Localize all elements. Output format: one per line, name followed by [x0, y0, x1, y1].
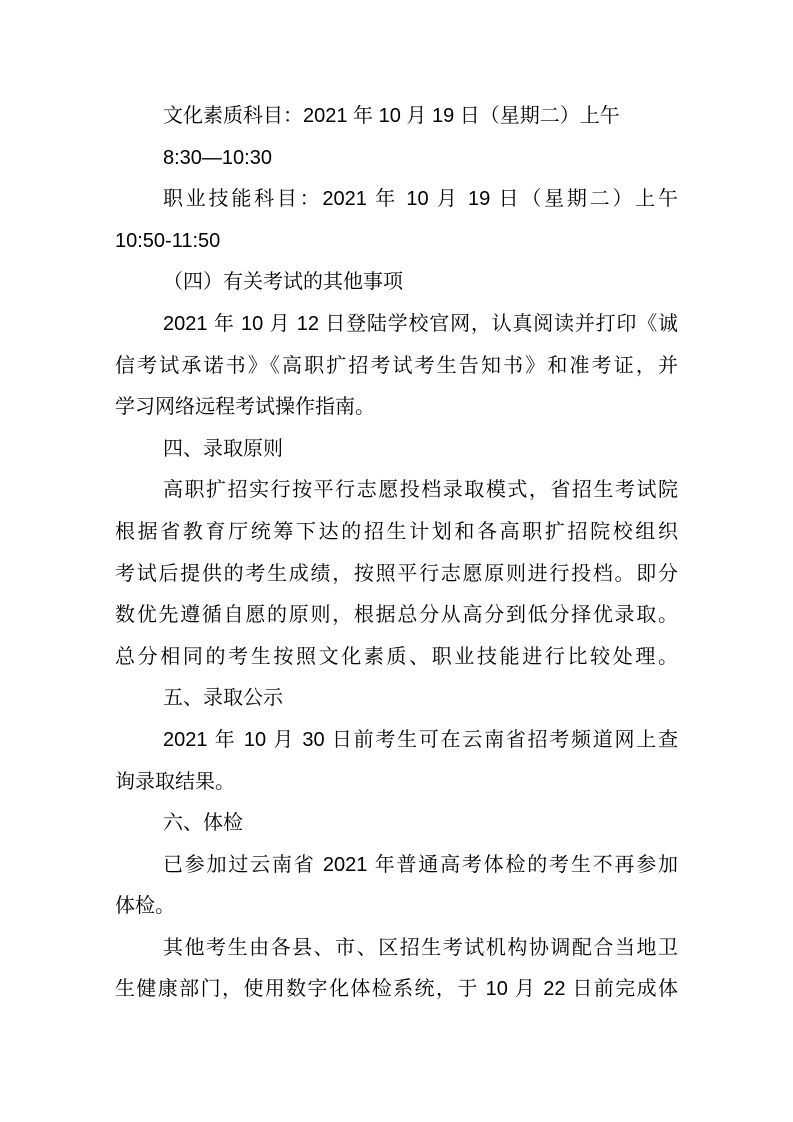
heading-admission-principles: 四、录取原则	[163, 437, 283, 460]
admission-principles-line-4: 数优先遵循自愿的原则，根据总分从高分到低分择优录取。	[115, 604, 678, 627]
physical-exam-line-2: 体检。	[115, 895, 175, 918]
admission-publicity-line-1: 2021 年 10 月 30 日前考生可在云南省招考频道网上查	[163, 728, 678, 751]
culture-subject-time-range: 8:30—10:30	[163, 146, 272, 169]
exam-matters-body-line-2: 信考试承诺书》《高职扩招考试考生告知书》和准考证，并	[115, 354, 678, 377]
admission-principles-line-5: 总分相同的考生按照文化素质、职业技能进行比较处理。	[115, 645, 678, 668]
skill-subject-time-range: 10:50-11:50	[115, 229, 221, 252]
heading-other-exam-matters: （四）有关考试的其他事项	[163, 271, 403, 294]
heading-admission-publicity: 五、录取公示	[163, 687, 283, 710]
culture-subject-exam-time: 文化素质科目：2021 年 10 月 19 日（星期二）上午	[163, 105, 620, 127]
admission-principles-line-3: 考试后提供的考生成绩，按照平行志愿原则进行投档。即分	[115, 562, 678, 585]
admission-principles-line-2: 根据省教育厅统筹下达的招生计划和各高职扩招院校组织	[115, 520, 678, 543]
physical-exam-line-3: 其他考生由各县、市、区招生考试机构协调配合当地卫	[163, 936, 678, 959]
physical-exam-line-1: 已参加过云南省 2021 年普通高考体检的考生不再参加	[163, 853, 678, 876]
skill-subject-exam-time: 职业技能科目：2021 年 10 月 19 日（星期二）上午	[163, 188, 678, 211]
admission-publicity-line-2: 询录取结果。	[115, 770, 235, 793]
admission-principles-line-1: 高职扩招实行按平行志愿投档录取模式，省招生考试院	[163, 479, 678, 502]
exam-matters-body-line-3: 学习网络远程考试操作指南。	[115, 396, 375, 419]
heading-physical-exam: 六、体检	[163, 812, 243, 835]
exam-matters-body-line-1: 2021 年 10 月 12 日登陆学校官网，认真阅读并打印《诚	[163, 312, 678, 335]
physical-exam-line-4: 生健康部门，使用数字化体检系统，于 10 月 22 日前完成体	[115, 978, 678, 1001]
document-text-block	[115, 96, 678, 1011]
